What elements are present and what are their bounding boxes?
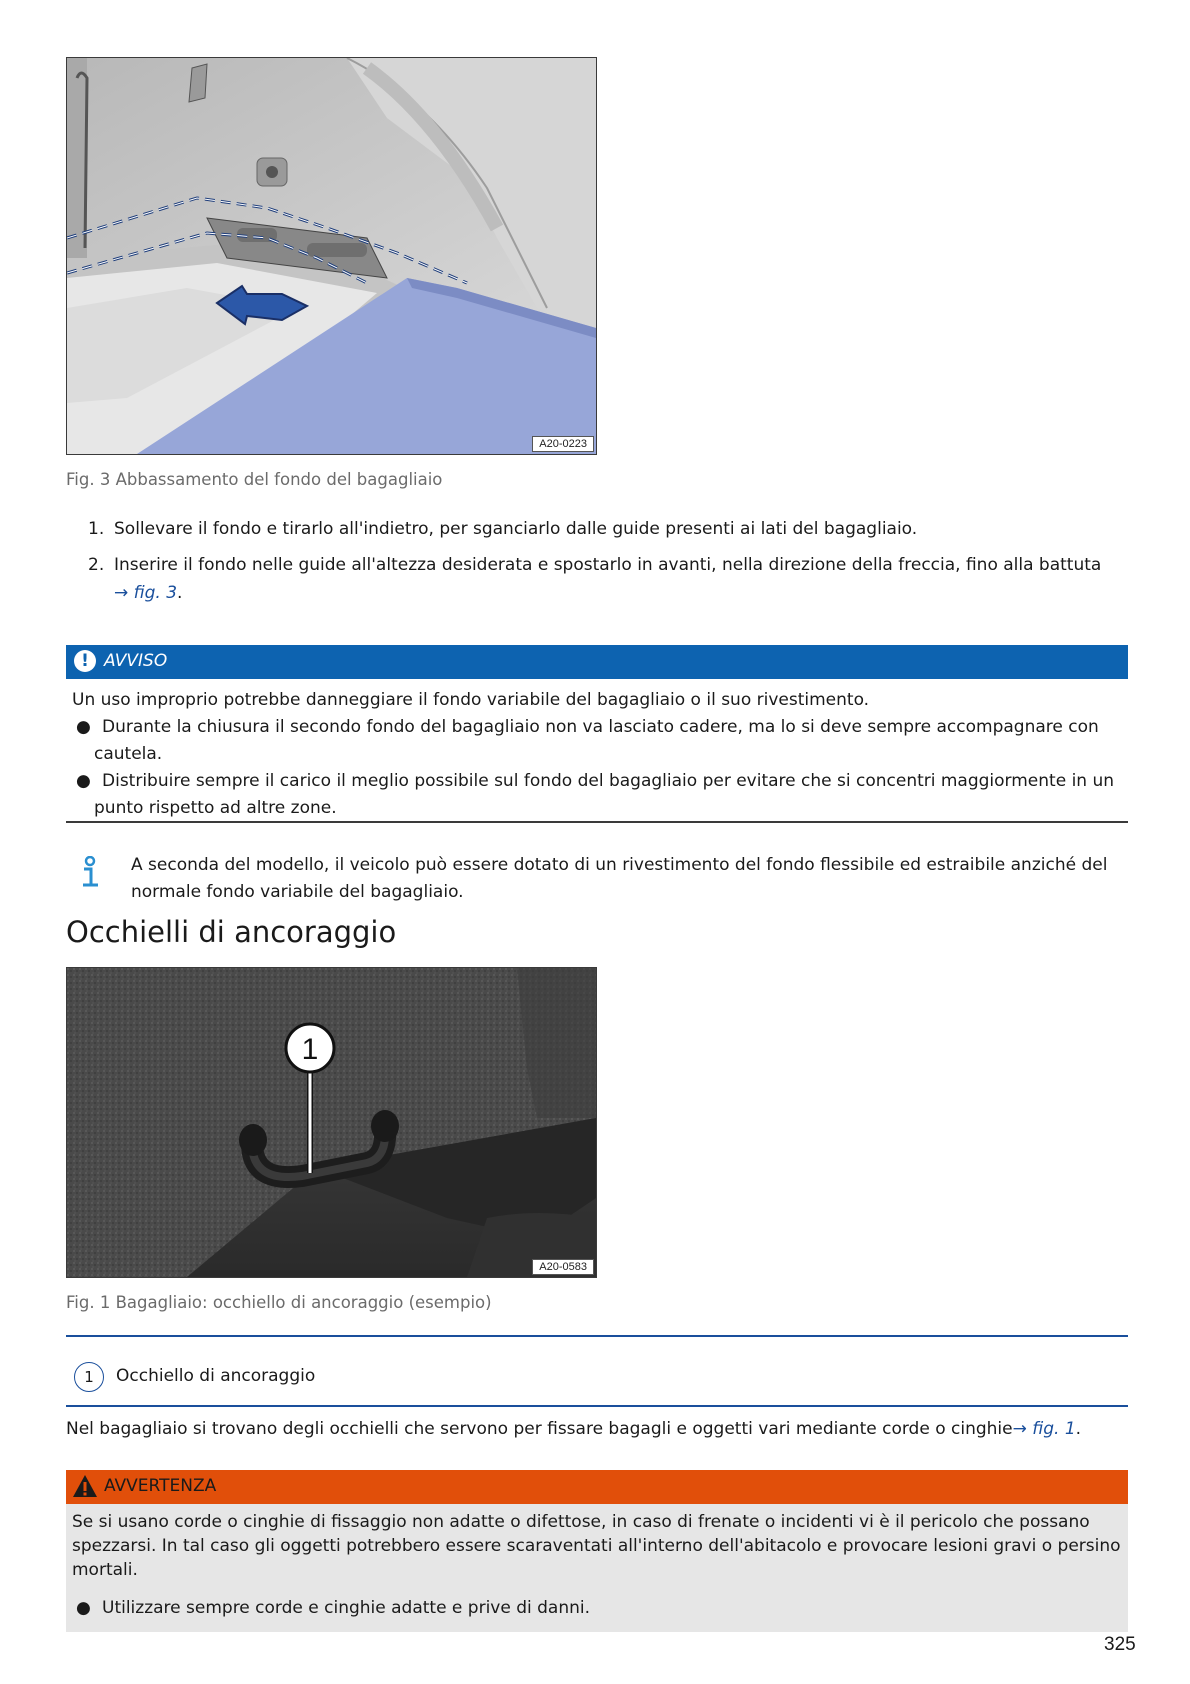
notice-bullet <box>76 714 1126 768</box>
notice-divider <box>66 821 1128 823</box>
step-number: 2. <box>88 555 105 575</box>
section-title: Occhielli di ancoraggio <box>66 915 397 949</box>
bullet-text: Durante la chiusura il secondo fondo del bagagliaio non va lasciato cadere, ma lo si deve sempre accompagnare con <box>102 717 1099 737</box>
notice-intro: Un uso improprio potrebbe danneggiare il fondo variabile del bagagliaio o il suo rivestimento. <box>72 690 870 710</box>
bullet-text: Distribuire sempre il carico il meglio possibile sul fondo del bagagliaio per evitare che si concentri maggiormente in un <box>102 771 1115 791</box>
figure-1-image <box>66 967 597 1278</box>
paragraph <box>66 1416 1081 1443</box>
warning-line: spezzarsi. In tal caso gli oggetti potrebbero essere scaraventati all'interno dell'abitacolo e provocare lesioni gravi o persino <box>72 1536 1121 1556</box>
legend-bottom-rule <box>66 1405 1128 1407</box>
fig-1-link[interactable]: → fig. 1 <box>1012 1419 1076 1439</box>
legend-text: Occhiello di ancoraggio <box>116 1366 316 1386</box>
trunk-floor-illustration <box>67 58 596 454</box>
paragraph-suffix: . <box>1075 1419 1082 1439</box>
paragraph-text: Nel bagagliaio si trovano degli occhielli che servono per fissare bagagli e oggetti vari mediante corde o cinghie <box>66 1419 1013 1439</box>
figure-code: A20-0223 <box>532 436 594 452</box>
warning-line: Se si usano corde o cinghie di fissaggio non adatte o difettose, in caso di frenate o incidenti vi è il pericolo che possano <box>72 1512 1090 1532</box>
step-link-line <box>114 579 182 607</box>
warning-line: mortali. <box>72 1560 138 1580</box>
warning-triangle-icon <box>72 1474 98 1498</box>
bullet-text-continued: cautela. <box>94 744 163 764</box>
bullet-text: Utilizzare sempre corde e cinghie adatte e prive di danni. <box>102 1598 591 1618</box>
step-item <box>88 551 1128 611</box>
figure-code: A20-0583 <box>532 1259 594 1275</box>
bullet-dot: ● <box>76 717 91 737</box>
notice-title: AVVISO <box>104 651 168 671</box>
legend-item <box>74 1362 674 1392</box>
step-item <box>88 515 1128 543</box>
step-text: Inserire il fondo nelle guide all'altezza desiderata e spostarlo in avanti, nella direzione della freccia, fino alla battuta <box>114 555 1102 575</box>
warning-bullet <box>76 1595 1116 1622</box>
bullet-text-continued: punto rispetto ad altre zone. <box>94 798 337 818</box>
warning-title: AVVERTENZA <box>104 1476 217 1496</box>
step-number: 1. <box>88 519 105 539</box>
info-icon <box>78 856 102 890</box>
info-line: normale fondo variabile del bagagliaio. <box>131 882 464 902</box>
anchor-eyelet-illustration <box>67 968 596 1277</box>
legend-top-rule <box>66 1335 1128 1337</box>
info-line: A seconda del modello, il veicolo può essere dotato di un rivestimento del fondo flessibile ed estraibile anziché del <box>131 855 1108 875</box>
warning-text <box>72 1510 1121 1582</box>
warning-body <box>66 1504 1128 1632</box>
step-suffix: . <box>177 583 183 603</box>
step-text: Sollevare il fondo e tirarlo all'indietro, per sganciarlo dalle guide presenti ai lati del bagagliaio. <box>114 519 918 539</box>
figure-callout-number: 1 <box>301 1033 319 1066</box>
bullet-dot: ● <box>76 771 91 791</box>
fig-3-link[interactable]: → fig. 3 <box>114 583 178 603</box>
info-text <box>131 852 1131 906</box>
page-number: 325 <box>1104 1634 1136 1655</box>
figure-3-caption: Fig. 3 Abbassamento del fondo del bagagliaio <box>66 470 443 489</box>
bullet-dot: ● <box>76 1598 91 1618</box>
figure-3-image <box>66 57 597 455</box>
exclamation-icon: ! <box>74 650 96 672</box>
legend-number-badge: 1 <box>74 1362 104 1392</box>
figure-1-caption: Fig. 1 Bagagliaio: occhiello di ancoraggio (esempio) <box>66 1293 492 1312</box>
warning-header <box>66 1470 1128 1504</box>
notice-header <box>66 645 1128 679</box>
notice-bullet <box>76 768 1126 822</box>
